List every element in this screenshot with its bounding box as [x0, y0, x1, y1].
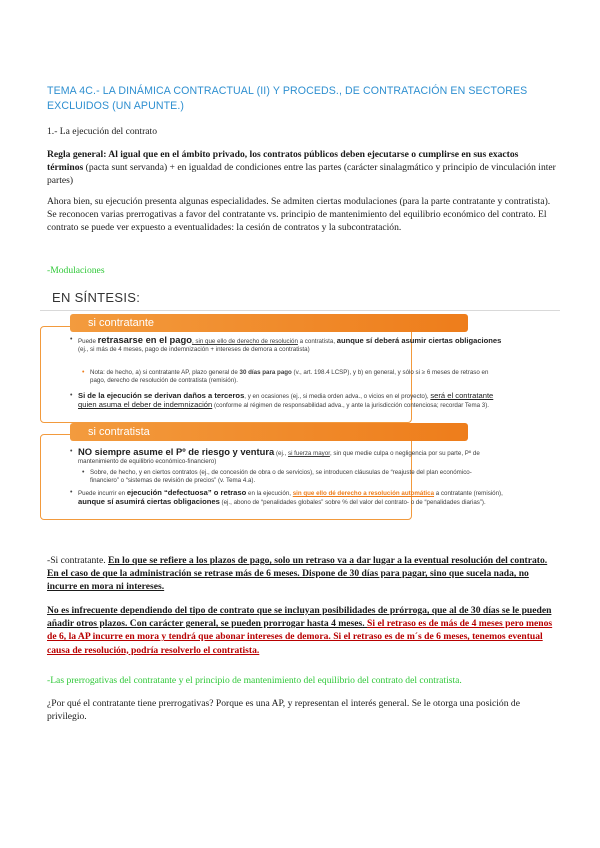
section-heading: 1.- La ejecución del contrato: [47, 126, 158, 137]
no-infrecuente-paragraph: [47, 604, 557, 657]
contratante-tab: si contratante: [70, 314, 468, 332]
contratante-bullet-2: • Si de la ejecución se derivan daños a terceros, y en ocasiones (ej., si media orden adva., o vicios en el proyecto), será el contratante quien asuma el deber de indemnización (conforme al régimen de responsabilidad adva., y ante la jurisdicción contenciosa; recordar Tema 3).: [70, 391, 494, 410]
contratista-bullet-2: • Puede incurrir en ejecución “defectuosa” o retraso en la ejecución, sin que ello dé derecho a resolución automática a contratante (remisión), aunque sí asumirá ciertas obligaciones (ej., abono de “penalidades globales” sobre % del valor del contrato- o de “penalidades diarias”).: [70, 488, 503, 507]
synthesis-divider: [40, 310, 560, 311]
prerrogativas-heading: -Las prerrogativas del contratante y el principio de mantenimiento del equilibrio del contrato del contratista.: [47, 675, 462, 686]
contratante-bullet-1: • Puede retrasarse en el pago, sin que ello de derecho de resolución a contratista, aunque sí deberá asumir ciertas obligaciones (ej., si más de 4 meses, pago de indemnización + intereses de demora a contratista): [70, 334, 502, 354]
porque-paragraph: ¿Por qué el contratante tiene prerrogativas? Porque es una AP, y representan el interés general. Se le otorga una posición de privilegio.: [47, 698, 520, 723]
modulaciones-heading: -Modulaciones: [47, 265, 105, 276]
si-contratante-lead: -Si contratante.: [47, 555, 109, 566]
bullet-icon: •: [70, 392, 73, 399]
si-contratante-rest: En lo que se refiere a los plazos de pago, solo un retraso va a dar lugar a la eventual resolución del contrato. En el caso de que la administración se retrase más de 6 meses. Dispone de 30 días para pagar, sino que sucela nada, no incurre en mora ni intereses.: [47, 555, 548, 593]
bullet-icon: •: [70, 448, 73, 455]
contratista-note: • Sobre, de hecho, y en ciertos contratos (ej., de concesión de obra o de servicios), se introducen cláusulas de “reajuste del plan económico-financiero” o “sistemas de revisión de precios” (v. Tema 4.a).: [82, 469, 472, 485]
document-title: TEMA 4C.- LA DINÁMICA CONTRACTUAL (II) Y PROCEDS., DE CONTRATACIÓN EN SECTORES EXCLUIDOS (UN APUNTE.): [47, 85, 528, 112]
regla-general-lead: Regla general: Al igual que en el ámbito privado, los contratos públicos deben ejecutarse o cumplirse en sus exactos términos: [47, 149, 519, 174]
bullet-icon: •: [70, 489, 73, 496]
contratante-note: • Nota: de hecho, a) si contratante AP, plazo general de 30 días para pago (v., art. 198.4 LCSP), y b) en general, y sólo si ≥ 6 meses de retraso en pago, derecho de resolución de contratista (remisión).: [82, 369, 489, 385]
bullet-icon: •: [70, 336, 73, 343]
regla-general-paragraph: [47, 148, 557, 188]
regla-general-rest: (pacta sunt servanda) + en igualdad de condiciones entre las partes (carácter sinalagmático y principio de vinculación inter partes): [47, 162, 556, 187]
ahora-bien-paragraph: Ahora bien, su ejecución presenta algunas especialidades. Se admiten ciertas modulaciones (para la parte contratante y contratista). Se reconocen varias prerrogativas a favor del contratante vs. principio de mantenimiento del equilibrio económico del contrato. El contrato se puede ver expuesto a eventualidades: la cesión de contratos y la subcontratación.: [47, 196, 551, 234]
contratista-tab: si contratista: [70, 423, 468, 441]
si-contratante-paragraph: [47, 554, 557, 594]
bullet-icon: •: [82, 469, 85, 476]
synthesis-heading: EN SÍNTESIS:: [52, 290, 141, 305]
bullet-icon: •: [82, 369, 85, 376]
no-infrecuente-a: No es infrecuente dependiendo del tipo de contrato que se incluyan posibilidades de prórroga, que al de 30 días se le pueden añadir otros plazos. Con carácter general, se pueden prorrogar hasta 4 meses.: [47, 605, 552, 630]
synthesis-graphic: [40, 288, 560, 523]
contratista-bullet-1: • NO siempre asume el Pº de riesgo y ventura (ej., si fuerza mayor, sin que medie culpa o negligencia por su parte, Pº de mantenimiento de equilibrio económico-financiero): [70, 446, 480, 466]
no-infrecuente-b: Si el retraso es de más de 4 meses pero menos de 6, la AP incurre en mora y tendrá que abonar intereses de demora. Si el retraso es de m´s de 6 meses, tenemos eventual causa de resolución, podría resolverlo el contratista.: [47, 618, 553, 656]
